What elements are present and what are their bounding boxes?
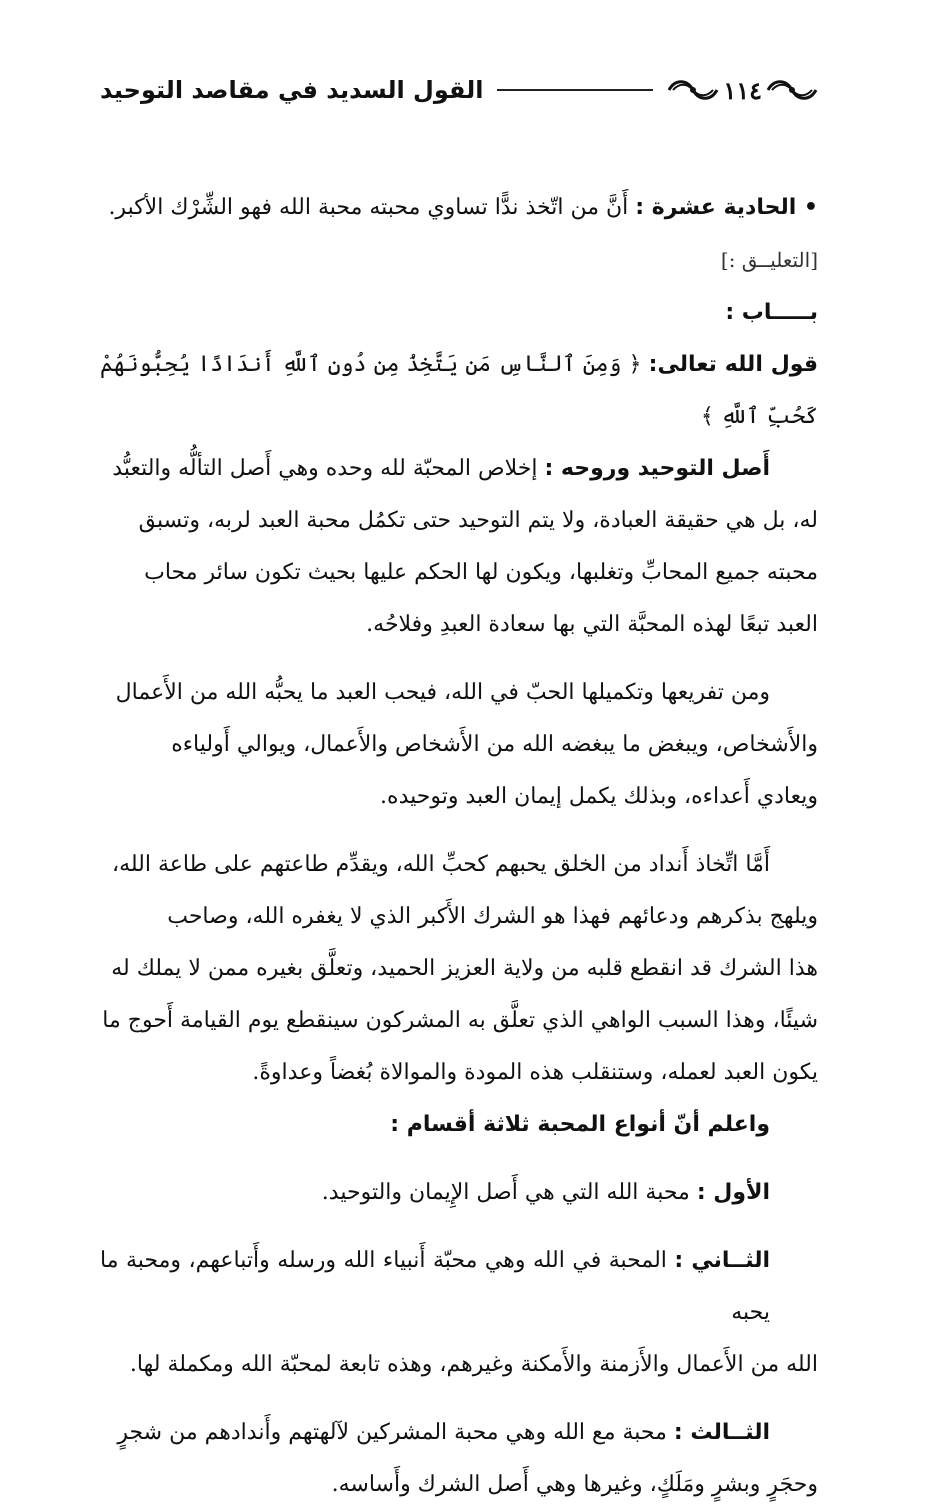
paragraph-line: يكون العبد لعمله، وستنقلب هذه المودة والموالاة بُغضاً وعداوةً. [252,1060,818,1085]
paragraph-line: هذا الشرك قد انقطع قلبه من ولاية العزيز الحميد، وتعلَّق بغيره ممن لا يملك له [111,956,818,981]
paragraph-line: ويعادي أَعداءه، وبذلك يكمل إيمان العبد وتوحيده. [380,784,818,809]
paragraph-text: إخلاص المحبّة لله وحده وهي أَصل التألُّه والتعبُّد [112,456,538,481]
love-type-second [100,1235,818,1391]
paragraph-line [100,1235,818,1339]
paragraph-line: الله من الأَعمال والأَزمنة والأَمكنة وغيرهم، وهذه تابعة لمحبّة الله ومكملة لها. [129,1352,818,1377]
type-text: محبة الله التي هي أَصل الإِيمان والتوحيد. [321,1180,690,1205]
type-label: الثــاني : [674,1248,770,1273]
header-rule [497,89,653,91]
issue-line [100,182,818,234]
paragraph-label: أَصل التوحيد وروحه : [544,456,770,481]
verse-text: ﴿ وَمِنَ ٱلنَّاسِ مَن يَتَّخِذُ مِن دُونِ ٱللَّهِ أَندَادًا يُحِبُّونَهُمْ كَحُبِّ ٱللَّهِ ﴾ [100,352,818,429]
type-label: الأول : [696,1180,770,1205]
paragraph-line: وحجَرٍ وبشرٍ ومَلَكٍ، وغيرها وهي أَصل الشرك وأَساسه. [331,1472,818,1497]
type-text: المحبة في الله وهي محبّة أَنبياء الله ورسله وأَتباعهم، ومحبة ما يحبه [100,1248,770,1325]
issue-text: أَنَّ من اتّخذ ندًّا تساوي محبته محبة الله فهو الشِّرْك الأكبر. [108,195,629,220]
paragraph-line: شيئًا، وهذا السبب الواهي الذي تعلَّق به المشركون سينقطع يوم القيامة أَحوج ما [102,1008,818,1033]
paragraph-major-shirk [100,839,818,1099]
verse-label: قول الله تعالى: [648,352,818,377]
issue-label: • الحادية عشرة : [635,195,818,220]
paragraph-line: العبد تبعًا لهذه المحبَّة التي بها سعادة العبدِ وفلاحُه. [366,612,818,637]
ornament-icon [667,77,719,103]
commentary-line [100,234,818,287]
paragraph-line: أَمَّا اتِّخاذ أَنداد من الخلق يحبهم كحبِّ الله، ويقدِّم طاعتهم على طاعة الله، [111,852,770,877]
paragraph-line: ومن تفريعها وتكميلها الحبّ في الله، فيحب العبد ما يحبُّه الله من الأَعمال [115,680,770,705]
page-header [100,70,818,110]
paragraph-tawhid-essence [100,443,818,651]
ornament-icon [766,77,818,103]
types-heading: واعلم أنّ أنواع المحبة ثلاثة أقسام : [390,1112,770,1137]
paragraph-line [100,443,818,495]
page-number: ١١٤ [723,75,762,105]
commentary-label: [التعليــق :] [720,248,818,272]
chapter-heading: بـــــاب : [725,300,818,325]
paragraph-line: والأَشخاص، ويبغض ما يبغضه الله من الأَشخاص والأَعمال، ويوالي أَولياءه [171,732,818,757]
paragraph-love-in-allah [100,667,818,823]
type-text: محبة مع الله وهي محبة المشركين لآلهتهم وأَندادهم من شجرٍ [117,1420,667,1445]
love-type-third [100,1407,818,1511]
paragraph-line: له، بل هي حقيقة العبادة، ولا يتم التوحيد حتى تكمُل محبة العبد لربه، وتسبق [138,508,818,533]
paragraph-line [100,1407,818,1459]
paragraph-line [100,1167,818,1219]
page-title: القول السديد في مقاصد التوحيد [100,76,484,104]
type-label: الثــالث : [673,1420,770,1445]
paragraph-line: ويلهج بذكرهم ودعائهم فهذا هو الشرك الأَكبر الذي لا يغفره الله، وصاحب [167,904,818,929]
paragraph-line: محبته جميع المحابِّ وتغلبها، ويكون لها الحكم عليها بحيث تكون سائر محاب [144,560,818,585]
verse-line [100,339,818,443]
love-type-first [100,1167,818,1219]
